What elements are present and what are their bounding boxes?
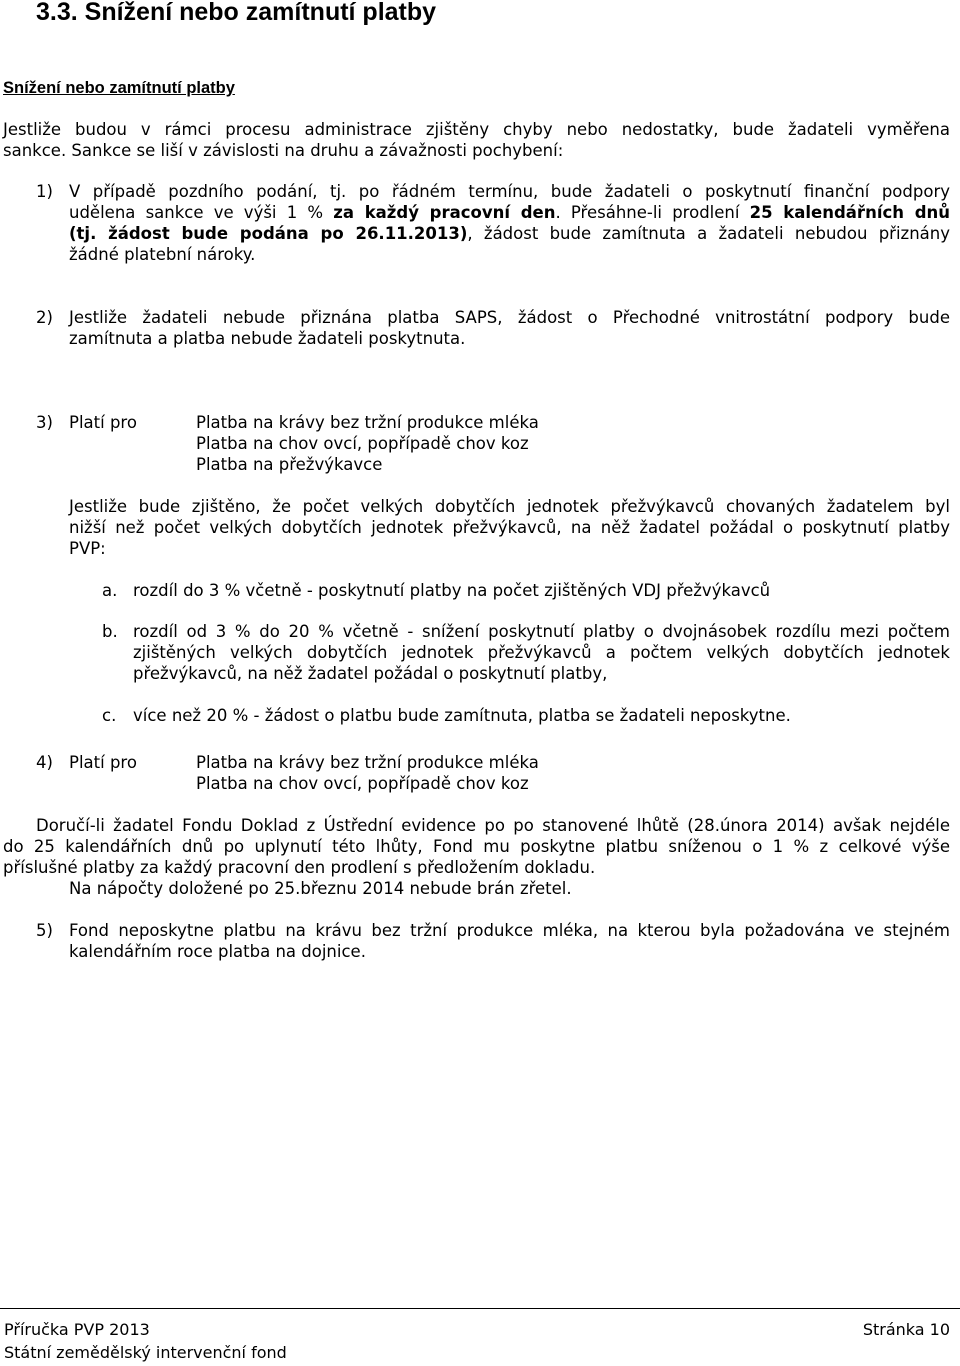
- payment-item: Platba na krávy bez tržní produkce mléka: [196, 413, 539, 432]
- sub-item-line: rozdíl do 3 % včetně - poskytnutí platby na počet zjištěných VDJ přežvýkavců: [133, 581, 771, 600]
- applies-to-label: Platí pro: [69, 753, 137, 772]
- sub-item-marker: a.: [102, 581, 118, 600]
- payment-item: Platba na krávy bez tržní produkce mléka: [196, 753, 539, 772]
- item-line: [69, 202, 950, 223]
- payment-item: Platba na chov ovcí, popřípadě chov koz: [196, 434, 529, 453]
- sub-item-b: [102, 621, 950, 684]
- item-number: 5): [36, 921, 53, 940]
- payment-item: Platba na chov ovcí, popřípadě chov koz: [196, 774, 529, 793]
- list-item-5: [36, 920, 950, 962]
- payment-list: [196, 412, 539, 475]
- item-line: V případě pozdního podání, tj. po řádném termínu, bude žadateli o poskytnutí finanční podpory: [69, 182, 950, 201]
- footer-manual-title: Příručka PVP 2013: [4, 1320, 150, 1339]
- item-number: 2): [36, 308, 53, 327]
- paragraph-line: PVP:: [69, 539, 106, 558]
- sub-item-marker: b.: [102, 622, 118, 641]
- item-3-paragraph: [69, 496, 950, 559]
- paragraph-line: příslušné platby za každý pracovní den prodlení s předložením dokladu.: [3, 858, 596, 877]
- sub-item-line: rozdíl od 3 % do 20 % včetně - snížení poskytnutí platby o dvojnásobek rozdílu mezi počtem: [133, 622, 950, 641]
- intro-line: sankce. Sankce se liší v závislosti na druhu a závažnosti pochybení:: [3, 141, 564, 160]
- text-run: udělena sankce ve výši 1 %: [69, 203, 334, 222]
- paragraph-line: Doručí-li žadatel Fondu Doklad z Ústřední evidence po po stanovené lhůtě (28.února 2014) avšak nejdéle: [36, 816, 950, 835]
- paragraph-line: Na nápočty doložené po 25.březnu 2014 nebude brán zřetel.: [69, 879, 572, 898]
- item-line: kalendářním roce platba na dojnice.: [69, 942, 366, 961]
- list-item-3-header: [36, 412, 950, 475]
- sub-item-line: více než 20 % - žádost o platbu bude zamítnuta, platba se žadateli neposkytne.: [133, 706, 791, 725]
- item-line: žádné platební nároky.: [69, 245, 256, 264]
- footer-divider: [0, 1308, 960, 1309]
- list-item-2: [36, 307, 950, 349]
- item-number: 4): [36, 753, 53, 772]
- item-line: zamítnuta a platba nebude žadateli poskytnuta.: [69, 329, 466, 348]
- footer-organization: Státní zemědělský intervenční fond: [4, 1343, 287, 1362]
- footer-page-number: Stránka 10: [862, 1320, 950, 1339]
- item-4-paragraph: [3, 815, 950, 899]
- bold-text: 25 kalendářních dnů: [749, 203, 950, 222]
- paragraph-line: do 25 kalendářních dnů po uplynutí této lhůty, Fond mu poskytne platbu sníženou o 1 % z celkové výše: [3, 837, 950, 856]
- list-item-4-header: [36, 752, 950, 794]
- paragraph-line: nižší než počet velkých dobytčích jednotek přežvýkavců, na něž žadatel požádal o poskytnutí platby: [69, 518, 950, 537]
- section-heading: 3.3. Snížení nebo zamítnutí platby: [36, 0, 437, 26]
- text-run: , žádost bude zamítnuta a žadateli nebudou přiznány: [467, 224, 950, 243]
- paragraph-line: Jestliže bude zjištěno, že počet velkých dobytčích jednotek přežvýkavců chovaných žadatelem byl: [69, 497, 950, 516]
- payment-item: Platba na přežvýkavce: [196, 455, 383, 474]
- sub-item-marker: c.: [102, 706, 117, 725]
- item-number: 3): [36, 413, 53, 432]
- intro-paragraph: [3, 119, 950, 161]
- item-number: 1): [36, 182, 53, 201]
- list-item-1: [36, 181, 950, 265]
- item-line: Fond neposkytne platbu na krávu bez tržní produkce mléka, na kterou byla požadována ve stejném: [69, 921, 950, 940]
- bold-text: za každý pracovní den: [333, 203, 556, 222]
- section-subheading: Snížení nebo zamítnutí platby: [3, 79, 235, 97]
- applies-to-label: Platí pro: [69, 413, 137, 432]
- sub-item-line: zjištěných velkých dobytčích jednotek přežvýkavců a počtem velkých dobytčích jednotek: [133, 643, 950, 662]
- bold-text: (tj. žádost bude podána po 26.11.2013): [69, 224, 468, 243]
- text-run: . Přesáhne-li prodlení: [555, 203, 750, 222]
- item-line: Jestliže žadateli nebude přiznána platba SAPS, žádost o Přechodné vnitrostátní podpory bude: [69, 308, 950, 327]
- sub-item-line: přežvýkavců, na něž žadatel požádal o poskytnutí platby,: [133, 664, 608, 683]
- intro-line: Jestliže budou v rámci procesu administrace zjištěny chyby nebo nedostatky, bude žadateli vyměřena: [3, 120, 950, 139]
- item-line: [69, 223, 950, 244]
- payment-list: [196, 752, 539, 794]
